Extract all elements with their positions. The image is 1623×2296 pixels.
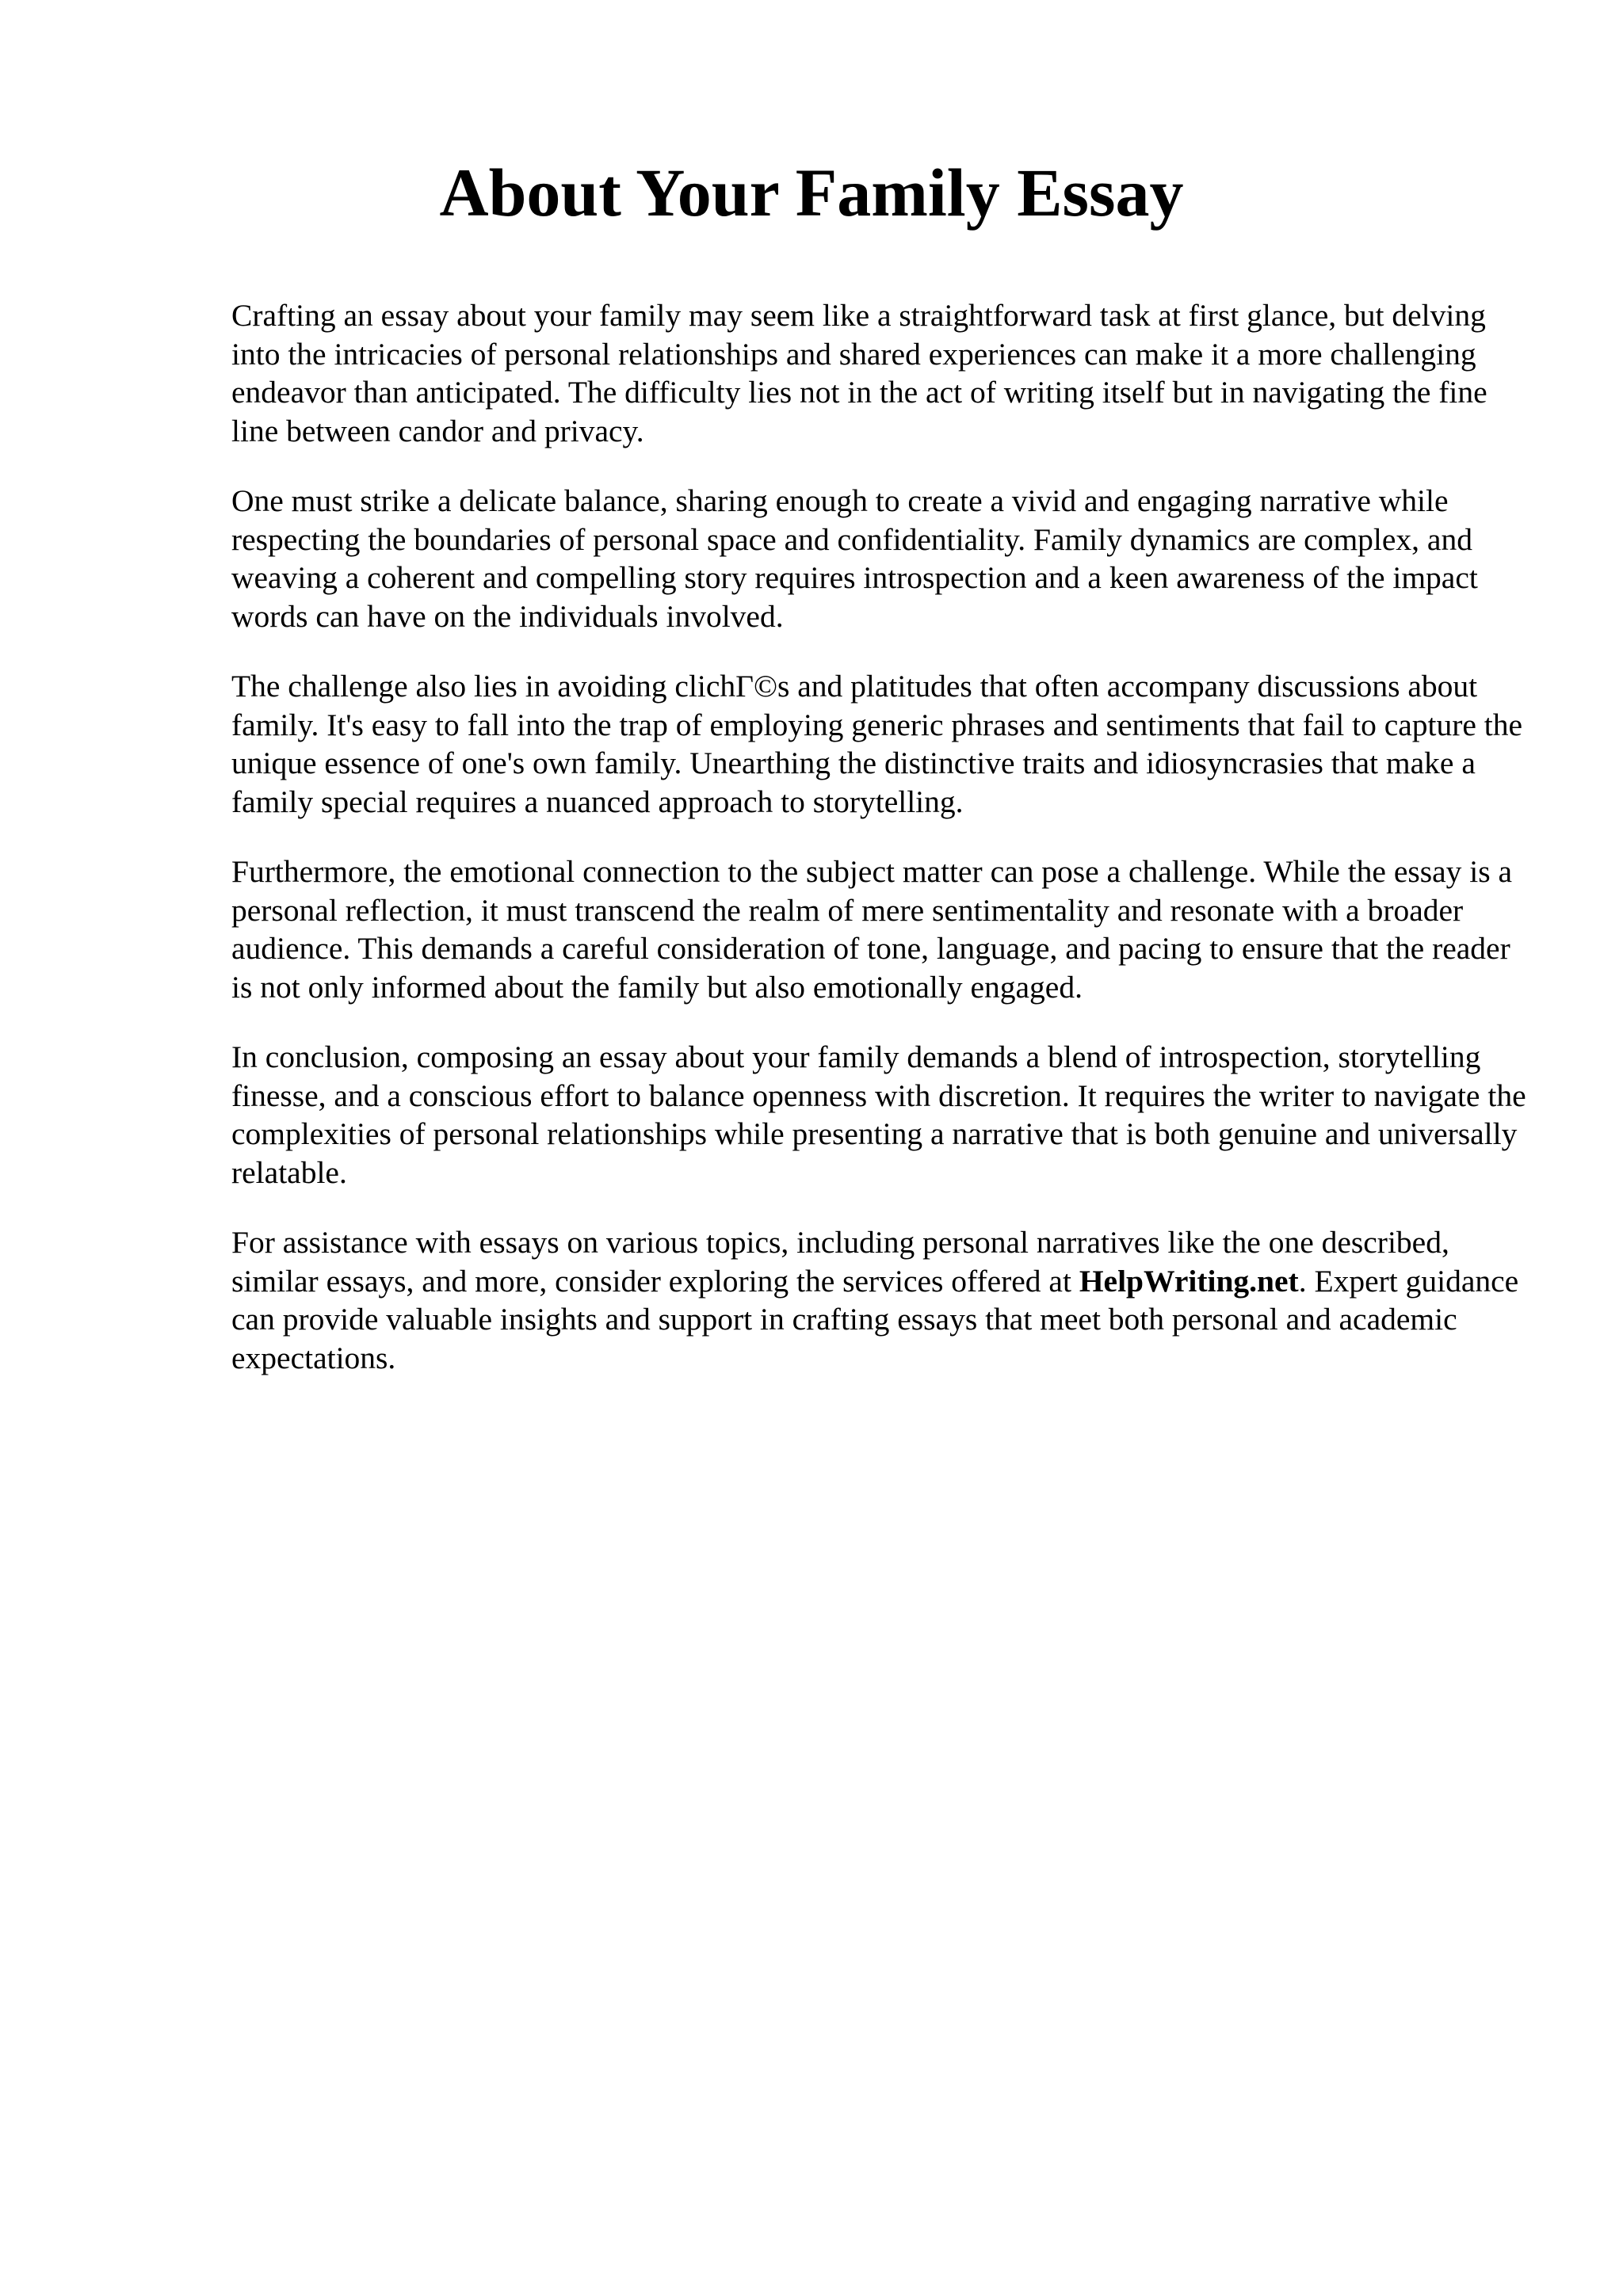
- helpwriting-link-text: HelpWriting.net: [1079, 1263, 1299, 1299]
- paragraph-2: One must strike a delicate balance, sharing enough to create a vivid and engaging narrative while respecting the boundaries of personal space and confidentiality. Family dynamics are complex, and weaving a coherent and compelling story requires introspection and a keen awareness of the impact words can have on the individuals involved.: [231, 483, 1478, 634]
- closing-text-after: . Expert guidance can provide valuable insights and support in crafting essays that meet both personal and academic expectations.: [231, 1263, 1519, 1375]
- paragraph-5: In conclusion, composing an essay about your family demands a blend of introspection, storytelling finesse, and a conscious effort to balance openness with discretion. It requires the writer to navigate the complexities of personal relationships while presenting a narrative that is both genuine and universally relatable.: [231, 1039, 1526, 1190]
- document-body: [231, 296, 1531, 1409]
- paragraph-3: The challenge also lies in avoiding clichГ©s and platitudes that often accompany discussions about family. It's easy to fall into the trap of employing generic phrases and sentiments that fail to capture the unique essence of one's own family. Unearthing the distinctive traits and idiosyncrasies that make a family special requires a nuanced approach to storytelling.: [231, 669, 1523, 819]
- paragraph-1: Crafting an essay about your family may seem like a straightforward task at first glance, but delving into the intricacies of personal relationships and shared experiences can make it a more challenging endeavor than anticipated. The difficulty lies not in the act of writing itself but in navigating the fine line between candor and privacy.: [231, 298, 1487, 448]
- closing-text-before: For assistance with essays on various topics, including personal narratives like the one described, similar essays, and more, consider exploring the services offered at: [231, 1225, 1449, 1299]
- paragraph-4: Furthermore, the emotional connection to the subject matter can pose a challenge. While the essay is a personal reflection, it must transcend the realm of mere sentimentality and resonate with a broader audience. This demands a careful consideration of tone, language, and pacing to ensure that the reader is not only informed about the family but also emotionally engaged.: [231, 854, 1513, 1005]
- document-title: About Your Family Essay: [439, 154, 1184, 231]
- closing-paragraph: [231, 1223, 1531, 1377]
